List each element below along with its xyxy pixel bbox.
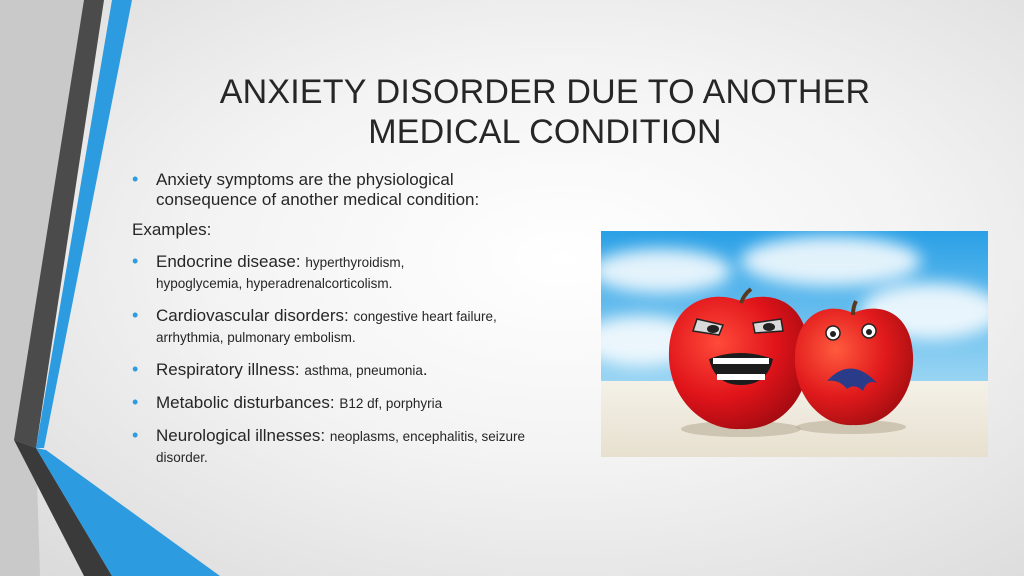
list-item <box>132 426 546 468</box>
item-term: Neurological illnesses: <box>156 426 330 445</box>
list-item <box>132 393 522 414</box>
item-detail: congestive heart failure, arrhythmia, pulmonary embolism. <box>156 309 497 345</box>
apples-photo <box>601 231 988 457</box>
item-term: Respiratory illness: <box>156 360 305 379</box>
slide-body <box>132 169 525 468</box>
list-item <box>132 306 526 348</box>
list-item <box>132 252 476 294</box>
item-term: Metabolic disturbances: <box>156 393 340 412</box>
intro-bullet <box>132 170 516 210</box>
item-detail: B12 df, porphyria <box>339 396 443 411</box>
list-item <box>132 360 522 381</box>
item-detail: hyperthyroidism, hypoglycemia, hyperadrenalcorticolism. <box>156 255 405 291</box>
bullet-icon: • <box>132 425 139 445</box>
apples-illustration <box>601 231 988 457</box>
bullet-icon: • <box>132 169 139 189</box>
item-term: Cardiovascular disorders: <box>156 306 354 325</box>
bullet-icon: • <box>132 392 139 412</box>
item-detail: neoplasms, encephalitis, seizure disorder. <box>156 429 525 465</box>
item-suffix: . <box>422 360 428 379</box>
examples-label: Examples: <box>132 220 212 239</box>
bullet-icon: • <box>132 251 139 271</box>
item-term: Endocrine disease: <box>156 252 306 271</box>
bullet-icon: • <box>132 305 139 325</box>
bullet-icon: • <box>132 359 139 379</box>
item-detail: asthma, pneumonia <box>304 363 423 378</box>
intro-text: Anxiety symptoms are the physiological consequence of another medical condition: <box>156 170 480 209</box>
slide-title: ANXIETY DISORDER DUE TO ANOTHER MEDICAL CONDITION <box>219 73 871 151</box>
